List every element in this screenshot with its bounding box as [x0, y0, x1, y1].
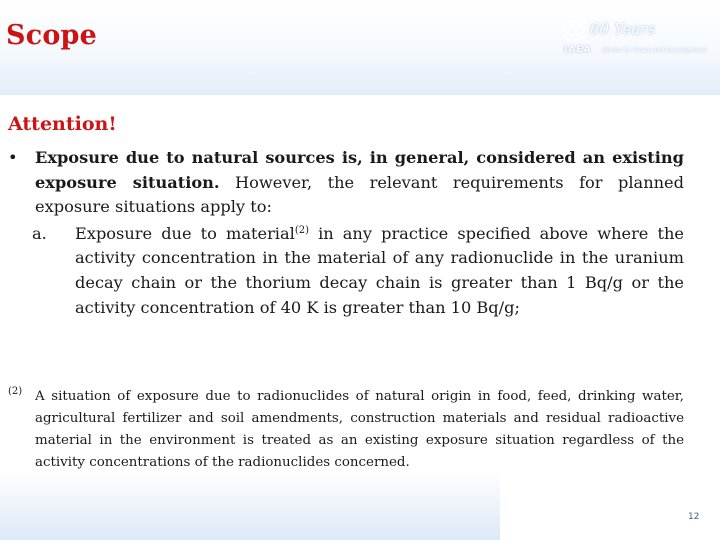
main-content: [8, 146, 684, 320]
iaea-60-years-logo: [560, 8, 710, 60]
footnote-marker: (2): [8, 386, 23, 397]
sub-item-text-after: in any practice specified above where the activity concentration in the material of any radionuclide in the uranium decay chain or the thorium decay chain is greater than 1 Bq/g or the activity concentration of 40 K is greater than 10 Bq/g;: [75, 223, 684, 317]
bullet-marker: •: [8, 148, 18, 167]
footnote: [8, 386, 684, 474]
footnote-row: [8, 386, 684, 474]
sub-item-marker: a.: [32, 223, 47, 243]
sub-list-item-a: [8, 222, 684, 320]
page-number: 12: [688, 512, 700, 522]
page-number-panel: [500, 470, 720, 540]
footer-band: [0, 470, 500, 540]
footnote-text: A situation of exposure due to radionuclides of natural origin in food, feed, drinking water, agricultural fertilizer and soil amendments, construction materials and residual radioactive material in the environment is treated as an existing exposure situation regardless of the activity concentrations of the radionuclides concerned.: [35, 389, 684, 470]
slide-title: Scope: [6, 20, 98, 51]
footnote-reference: (2): [294, 224, 309, 236]
logo-tagline: Atoms for Peace and Development: [602, 47, 707, 54]
attention-heading: Attention!: [8, 113, 117, 135]
logo-org-text: IAEA: [564, 45, 592, 55]
sub-item-text-before: Exposure due to material: [75, 223, 295, 243]
iaea-emblem-icon: [560, 8, 590, 46]
bullet-normal-text: However, the relevant requirements for planned exposure situations apply to:: [35, 172, 684, 217]
bullet-bold-text: Exposure due to natural sources is, in general, considered an existing exposure situation.: [35, 148, 684, 192]
logo-years-text: 60 Years: [590, 20, 656, 38]
bullet-item: [8, 146, 684, 220]
